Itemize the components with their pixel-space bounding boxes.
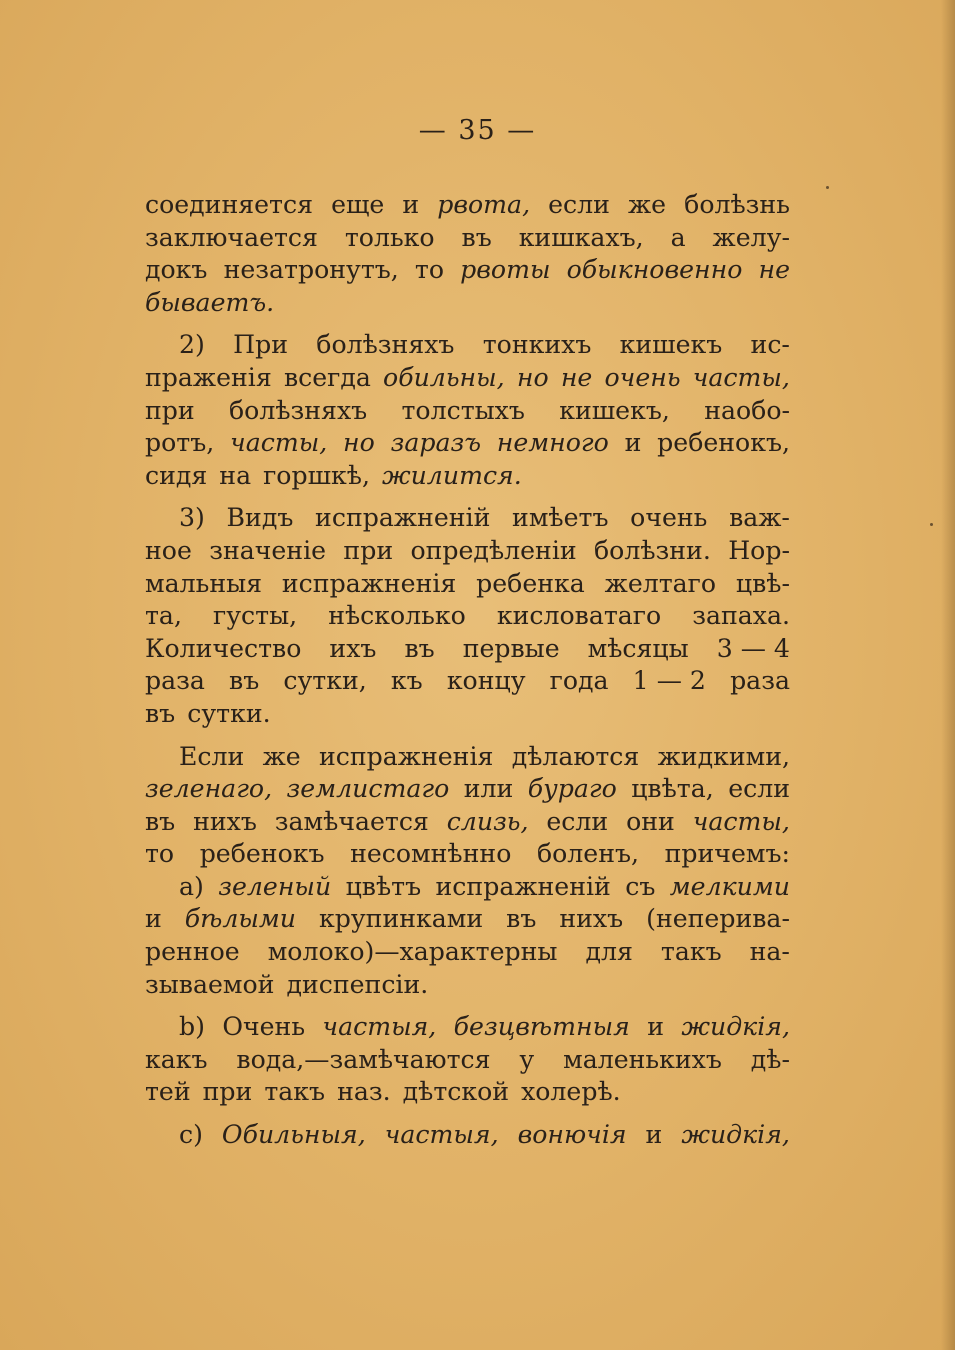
word: c) [179,1120,203,1150]
word: Видъ [226,503,294,533]
text-line [145,773,790,806]
italic-word: зеленаго, [145,774,273,804]
text-line [145,535,790,568]
word: 3) [179,503,205,533]
word: если [546,806,609,836]
text-line [145,1076,790,1109]
word: незатронутъ, [223,255,399,285]
word: года [549,666,609,696]
text-line [145,460,790,493]
word: болѣзняхъ [316,330,455,360]
word: имѣетъ [512,503,609,533]
word: ренное [145,937,240,967]
text-line [145,806,790,839]
text-line [145,329,790,362]
italic-word: частыя, [322,1012,437,1042]
word: болѣзняхъ [229,395,368,425]
word: Нор- [728,535,790,565]
italic-word: бываетъ. [145,287,275,317]
word: концу [446,666,526,696]
word: Количество [145,633,302,663]
word: нихъ [559,904,624,934]
word: болѣзнь [684,190,790,219]
word: въ [506,904,537,934]
text-line [145,362,790,395]
italic-word: бураго [527,774,617,804]
paragraph-gap [145,1109,790,1119]
word: испражненій [435,871,611,901]
word: при [202,1077,253,1107]
text-line [145,969,790,1002]
text-line [145,838,790,871]
word: раза [145,666,205,696]
word: заключается [145,222,318,252]
text-line [145,903,790,936]
word: испражненія [281,568,457,598]
word: съ [625,871,656,901]
word: замѣчается [274,806,429,836]
italic-word: жидкія, [681,1012,790,1042]
word: если [728,774,790,804]
italic-word: не [560,362,593,392]
word: молоко)—характерны [267,937,558,967]
word: наз. [337,1077,391,1107]
word: ребенокъ [199,839,325,869]
word: испражненія [318,741,494,771]
text-line [145,568,790,601]
word: такъ [264,1077,326,1107]
paragraph-gap [145,319,790,329]
word: и [402,190,420,219]
word: они [626,806,675,836]
word: дѣ- [750,1044,790,1074]
word: тонкихъ [482,330,592,360]
word: при [343,535,394,565]
word: наобо- [704,395,790,425]
paragraph-gap [145,731,790,741]
word: сидя [145,460,208,490]
word: цвѣта, [631,774,714,804]
word: болѣзни. [594,535,711,565]
word: а [670,222,686,252]
text-line [145,871,790,904]
paper-speck [826,186,829,189]
word: или [463,774,514,804]
word: въ [229,666,260,696]
text-line [145,741,790,774]
text-line [145,254,790,287]
word: холерѣ. [521,1077,621,1107]
word: мѣсяцы [587,633,689,663]
word: крупинками [319,904,484,934]
word: Очень [222,1012,306,1042]
word: кишекъ [619,330,723,360]
text-line [145,665,790,698]
word: 1 — 2 [632,666,706,696]
word: (неперива- [646,904,790,934]
word: у [519,1044,535,1074]
word: то [145,839,175,869]
word: ротъ, [145,428,215,458]
word: a) [179,871,204,901]
word: значеніе [209,535,327,565]
italic-word: жилится. [381,460,522,490]
text-line [145,395,790,428]
word: Если [179,741,245,771]
italic-word: не [758,255,790,285]
italic-word: очень [604,362,681,392]
italic-word: Обильныя, [221,1120,366,1150]
text-line [145,427,790,460]
paragraph-gap [145,492,790,502]
word: въ [145,698,176,728]
italic-word: часты, [230,428,328,458]
text-line [145,189,790,222]
word: причемъ: [664,839,790,869]
word: всегда [283,362,371,392]
page-edge-shadow [941,0,955,1350]
word: ихъ [329,633,377,663]
italic-word: вонючія [517,1120,627,1150]
word: кишкахъ, [518,222,644,252]
word: ребенокъ, [657,428,790,458]
word: къ [390,666,423,696]
word: и [624,428,642,458]
text-line [145,1011,790,1044]
word: для [585,937,633,967]
italic-word: но [343,428,375,458]
word: густы, [213,601,298,631]
text-line [145,698,790,731]
word: испражненій [315,503,491,533]
italic-word: частыя, [384,1120,499,1150]
word: b) [179,1012,205,1042]
paper-speck [930,523,933,526]
word: въ [145,806,176,836]
word: и [647,1012,664,1042]
word: желу- [712,222,790,252]
word: только [344,222,435,252]
word: тей [145,1077,191,1107]
word: запаха. [692,601,790,631]
word: дѣлаются [511,741,640,771]
word: ис- [750,330,790,360]
italic-word: бѣлыми [184,904,297,934]
body-text [145,189,790,1152]
page-number: — 35 — [418,115,537,146]
word: маленькихъ [563,1044,722,1074]
word: сутки. [187,698,271,728]
word: ребенка [476,568,585,598]
italic-word: немного [496,428,609,458]
word: какъ [145,1044,208,1074]
word: При [233,330,289,360]
word: докъ [145,255,208,285]
italic-word: заразъ [390,428,481,458]
word: раза [730,666,790,696]
italic-word: часты, [692,806,790,836]
italic-word: землистаго [286,774,450,804]
word: мальныя [145,568,263,598]
word: нѣсколько [328,601,466,631]
paragraph-gap [145,1001,790,1011]
word: въ [404,633,435,663]
italic-word: безцвѣтныя [453,1012,630,1042]
word: важ- [729,503,790,533]
word: и [645,1120,663,1150]
text-line [145,222,790,255]
word: 3 — 4 [716,633,790,663]
word: на [219,460,252,490]
text-line [145,936,790,969]
text-line [145,633,790,666]
word: кишекъ, [559,395,670,425]
text-line [145,502,790,535]
word: несомнѣнно [350,839,512,869]
italic-word: но [516,362,549,392]
word: боленъ, [536,839,640,869]
word: при [145,395,195,425]
word: ное [145,535,192,565]
word: опредѣленіи [410,535,577,565]
word: зываемой [145,969,275,999]
word: соединяется [145,190,313,219]
word: если [548,190,610,219]
word: и [145,904,162,934]
italic-word: рвоты [460,255,551,285]
italic-word: обильны, [383,362,505,392]
word: еще [331,190,385,219]
word: горшкѣ, [263,460,370,490]
italic-word: обыкновенно [566,255,743,285]
text-line [145,287,790,320]
word: очень [630,503,708,533]
word: жидкими, [657,741,790,771]
word: же [628,190,667,219]
word: цвѣтъ [345,871,422,901]
text-line [145,600,790,633]
italic-word: часты, [692,362,790,392]
word: толстыхъ [401,395,525,425]
word: праженія [145,362,272,392]
italic-word: жидкія, [681,1120,790,1150]
word: нихъ [193,806,257,836]
word: кисловатаго [496,601,662,631]
italic-word: зеленый [218,871,332,901]
word: вода,—замѣчаются [236,1044,491,1074]
word: сутки, [283,666,367,696]
word: та, [145,601,182,631]
word: дѣтской [402,1077,510,1107]
word: 2) [179,330,205,360]
italic-word: рвота, [437,190,531,219]
italic-word: мелкими [669,871,790,901]
word: на- [749,937,790,967]
word: то [414,255,445,285]
word: въ [461,222,492,252]
word: диспепсіи. [286,969,429,999]
word: же [262,741,301,771]
italic-word: слизь, [446,806,529,836]
text-line [145,1119,790,1152]
word: первые [462,633,560,663]
word: цвѣ- [735,568,790,598]
text-line [145,1044,790,1077]
word: желтаго [604,568,717,598]
word: такъ [660,937,722,967]
